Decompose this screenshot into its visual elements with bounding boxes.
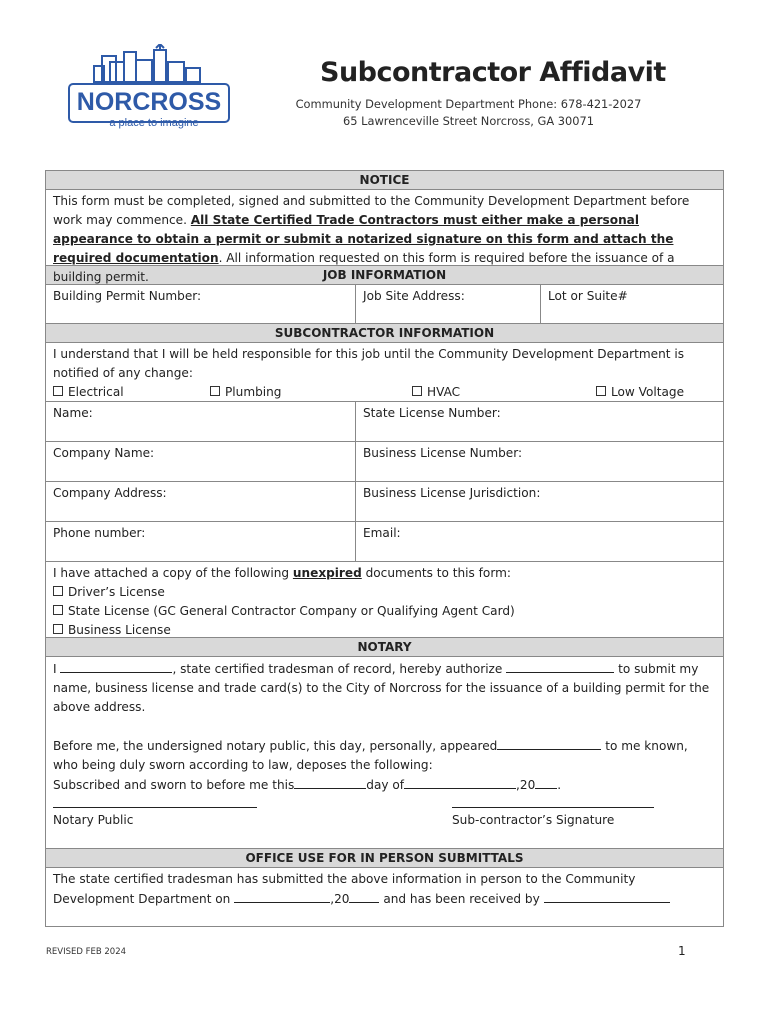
- name-field[interactable]: Name:: [53, 406, 93, 420]
- building-permit-field[interactable]: Building Permit Number:: [53, 289, 202, 303]
- checkbox-hvac[interactable]: HVAC: [412, 383, 460, 401]
- subcontractor-signature-label: Sub-contractor’s Signature: [452, 813, 615, 827]
- doc-drivers-license[interactable]: Driver’s License: [53, 583, 716, 602]
- company-address-field[interactable]: Company Address:: [53, 486, 167, 500]
- department-phone: Community Development Department Phone: 678-421-2027: [295, 97, 642, 111]
- company-address-row: [46, 482, 723, 522]
- department-address: 65 Lawrenceville Street Norcross, GA 30071: [343, 114, 594, 128]
- lot-suite-field[interactable]: Lot or Suite#: [540, 285, 723, 323]
- trade-checkboxes: [46, 383, 723, 402]
- page-number: 1: [678, 944, 686, 958]
- phone-field[interactable]: Phone number:: [53, 526, 146, 540]
- subcontractor-signature-line[interactable]: [452, 807, 654, 808]
- license-jurisdiction-field[interactable]: Business License Jurisdiction:: [355, 482, 723, 521]
- job-info-row: [46, 285, 723, 324]
- sworn-month-blank[interactable]: [404, 775, 516, 789]
- revision-date: REVISED FEB 2024: [46, 947, 127, 957]
- notice-heading: NOTICE: [46, 171, 723, 190]
- logo-tagline: a place to imagine: [109, 117, 199, 129]
- notary-signature-line[interactable]: [53, 807, 257, 808]
- checkbox-low-voltage[interactable]: Low Voltage: [596, 383, 684, 401]
- office-use-heading: OFFICE USE FOR IN PERSON SUBMITTALS: [46, 849, 723, 868]
- notary-heading: NOTARY: [46, 638, 723, 657]
- tradesman-name-blank[interactable]: [60, 659, 172, 673]
- sworn-text: who being duly sworn according to law, deposes the following:: [53, 758, 433, 772]
- responsibility-text: I understand that I will be held responsible for this job until the Community Development Department is notified of any change:: [53, 347, 684, 380]
- doc-state-license[interactable]: State License (GC General Contractor Company or Qualifying Agent Card): [53, 602, 716, 621]
- job-site-address-field[interactable]: Job Site Address:: [355, 285, 540, 323]
- appeared-blank[interactable]: [497, 736, 601, 750]
- notice-text: This form must be completed, signed and submitted to the Community Development Department before work may commence. All State Certified Trade Contractors must either make a personal appearance to obtain a permit or submit a notarized signature on this form and attach the required documentation. All information requested on this form is required before the issuance of a building permit.: [46, 190, 723, 266]
- sworn-year-blank[interactable]: [535, 775, 557, 789]
- checkbox-plumbing[interactable]: Plumbing: [210, 383, 281, 401]
- authorized-person-blank[interactable]: [506, 659, 614, 673]
- checkbox-electrical[interactable]: Electrical: [53, 383, 124, 401]
- notary-public-label: Notary Public: [53, 813, 134, 827]
- page-title: Subcontractor Affidavit: [320, 57, 666, 88]
- notary-section: I , state certified tradesman of record, hereby authorize to submit my name, business license and trade card(s) to the City of Norcross for the issuance of a building permit for the above address. Before me, the undersigned notary public, this day, personally, appeared to me known, who being duly sworn according to law, deposes the following: Subscribed and sworn to before me this day of ,20 . Notary Public Sub-contractor’s Signature: [46, 657, 723, 849]
- state-license-field[interactable]: State License Number:: [355, 402, 723, 441]
- name-row: [46, 402, 723, 442]
- phone-row: [46, 522, 723, 562]
- doc-business-license[interactable]: Business License: [53, 621, 716, 640]
- office-use-text: The state certified tradesman has submitted the above information in person to the Community: [53, 872, 636, 886]
- received-by-blank[interactable]: [544, 889, 670, 903]
- attached-documents: I have attached a copy of the following unexpired documents to this form: Driver’s License State License (GC General Contractor Company or Qualifying Agent Card) Business License: [46, 562, 723, 638]
- sworn-day-blank[interactable]: [294, 775, 366, 789]
- business-license-field[interactable]: Business License Number:: [355, 442, 723, 481]
- office-date-blank[interactable]: [234, 889, 330, 903]
- authorization-text: name, business license and trade card(s) to the City of Norcross for the issuance of a building permit for the above address.: [53, 681, 710, 714]
- office-year-blank[interactable]: [349, 889, 379, 903]
- job-info-heading: JOB INFORMATION: [46, 266, 723, 285]
- company-row: [46, 442, 723, 482]
- subcontractor-info-heading: SUBCONTRACTOR INFORMATION: [46, 324, 723, 343]
- company-name-field[interactable]: Company Name:: [53, 446, 155, 460]
- affidavit-form: [45, 170, 724, 927]
- email-field[interactable]: Email:: [355, 522, 723, 561]
- office-use-section: The state certified tradesman has submitted the above information in person to the Community Development Department on ,20 and has been received by: [46, 868, 723, 926]
- logo-wordmark: NORCROSS: [76, 88, 222, 116]
